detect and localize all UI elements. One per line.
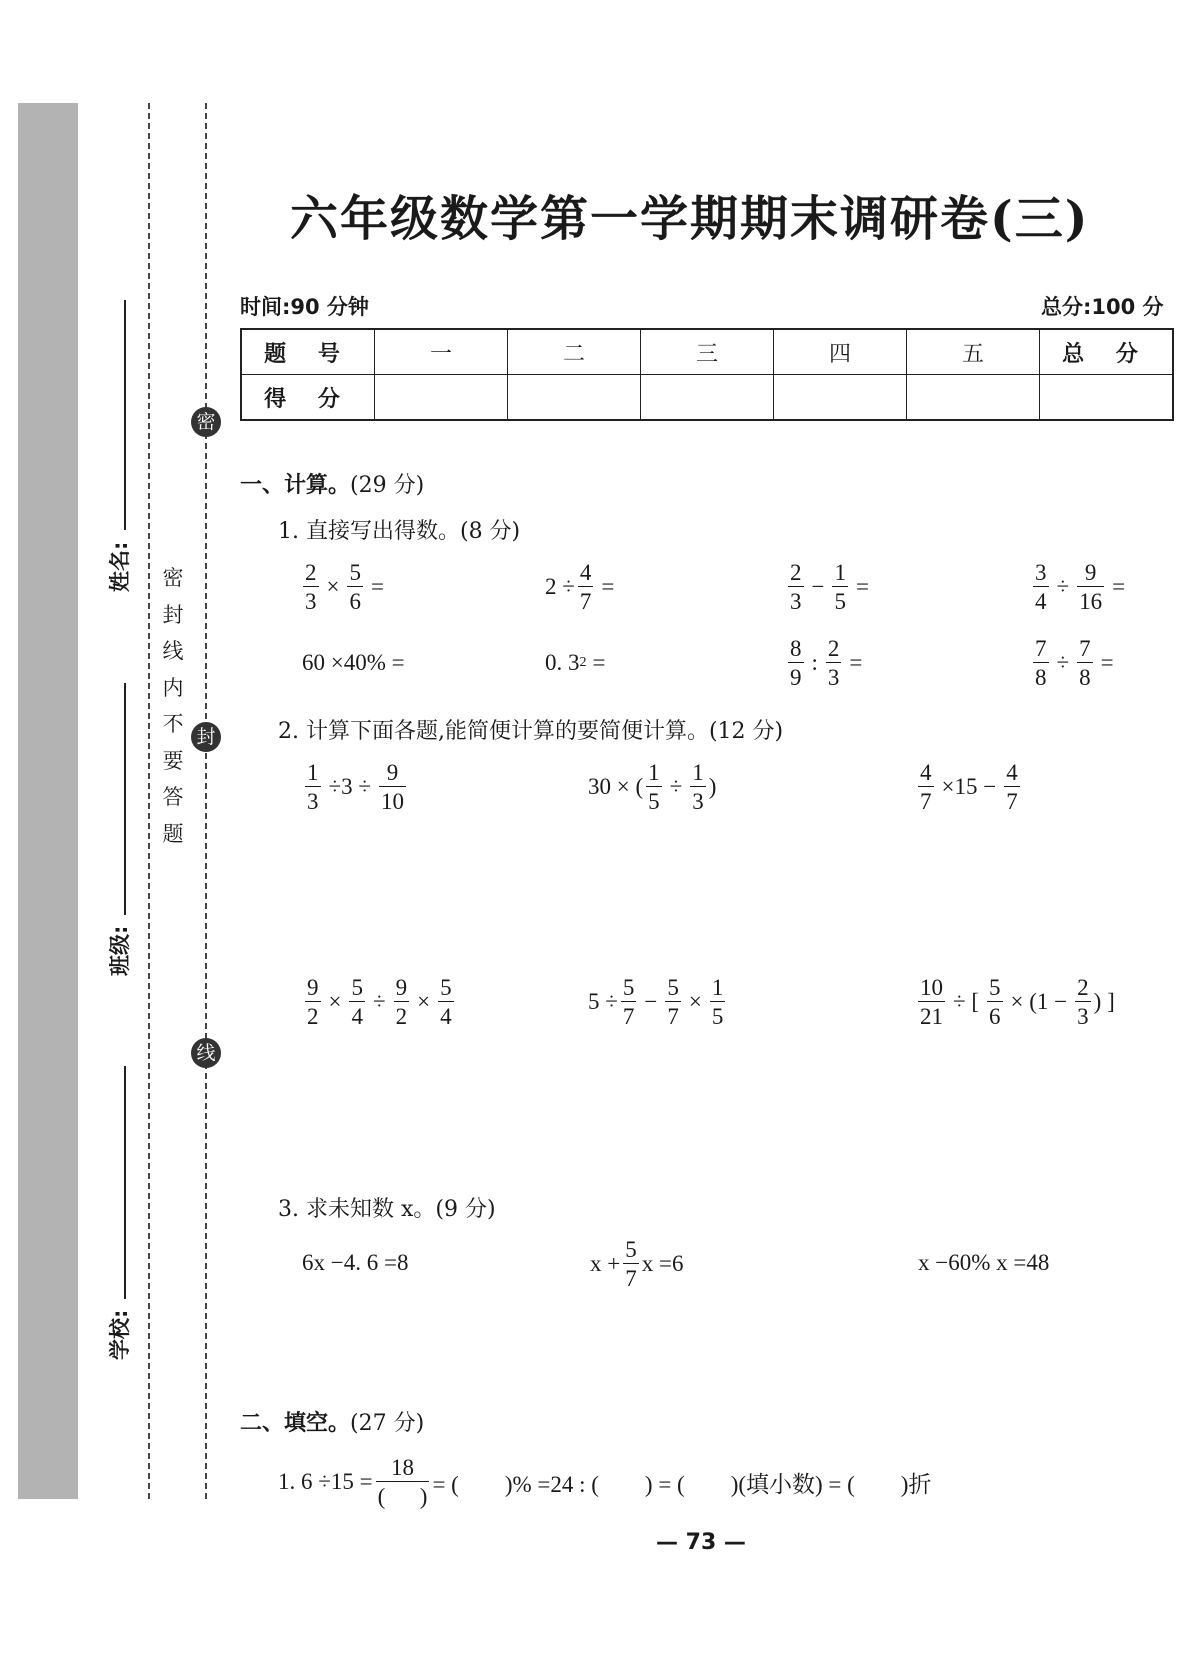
q1-item-d: $\frac{3}{4}$ ÷ $\frac{9}{16}$ = — [1035, 560, 1126, 614]
name-fill-line[interactable] — [124, 300, 126, 530]
page-number: — 73 — — [656, 1530, 746, 1555]
fraction: $\frac{7}{8}$ — [1035, 636, 1047, 690]
seal-warning-note: 密封线内不要答题 — [162, 566, 184, 846]
exam-total-score: 总分:100 分 — [1041, 295, 1164, 319]
score-cell-5[interactable] — [907, 375, 1040, 421]
fraction: $\frac{5}{7}$ — [622, 975, 635, 1029]
score-header-2: 二 — [508, 329, 641, 375]
fraction: $\frac{18}{( )}$ — [377, 1455, 428, 1509]
seal-char-feng: 封 — [191, 722, 221, 752]
q1-item-a: $\frac{2}{3}$ × $\frac{5}{6}$ = — [305, 560, 384, 614]
fraction: $\frac{5}{6}$ — [349, 560, 361, 614]
fraction: $\frac{2}{3}$ — [1077, 975, 1089, 1029]
score-table-score-row — [241, 375, 1173, 421]
q2-item-b: 30 × ( $\frac{1}{5}$ ÷ $\frac{1}{3}$ ) — [588, 760, 717, 814]
q2-item-c: $\frac{4}{7}$ ×15 − $\frac{4}{7}$ — [920, 760, 1018, 814]
q1-item-e: 60 ×40% = — [302, 650, 405, 675]
fraction: $\frac{4}{7}$ — [920, 760, 932, 814]
section2-q1: 1. 6 ÷15 = $\frac{18}{( )}$ = ( )% =24 : ( ) = ( )(填小数) = ( )折 — [278, 1455, 932, 1509]
fraction: $\frac{2}{3}$ — [827, 636, 840, 690]
seal-char-xian: 线 — [191, 1038, 221, 1068]
fraction: $\frac{4}{7}$ — [579, 560, 592, 614]
fraction: $\frac{9}{2}$ — [307, 975, 319, 1029]
fraction: $\frac{5}{7}$ — [667, 975, 679, 1029]
fraction: $\frac{5}{4}$ — [440, 975, 452, 1029]
exam-title: 六年级数学第一学期期末调研卷(三) — [290, 191, 1090, 247]
fraction: $\frac{4}{7}$ — [1006, 760, 1018, 814]
q3-item-c: x −60% x =48 — [918, 1250, 1050, 1275]
score-header-4: 四 — [774, 329, 907, 375]
fraction: $\frac{10}{21}$ — [920, 975, 943, 1029]
score-cell-3[interactable] — [641, 375, 774, 421]
score-header-label: 题 号 — [241, 329, 375, 375]
fraction: $\frac{5}{7}$ — [625, 1237, 637, 1291]
score-cell-4[interactable] — [774, 375, 907, 421]
score-cell-total[interactable] — [1040, 375, 1174, 421]
seal-char-mi: 密 — [191, 407, 221, 437]
score-header-5: 五 — [907, 329, 1040, 375]
fraction: $\frac{2}{3}$ — [305, 560, 317, 614]
binding-margin-bar — [18, 103, 78, 1499]
exam-time: 时间:90 分钟 — [240, 295, 369, 319]
score-header-3: 三 — [641, 329, 774, 375]
q1-item-g: $\frac{8}{9}$ : $\frac{2}{3}$ = — [790, 636, 863, 690]
q3-item-a: 6x −4. 6 =8 — [302, 1250, 409, 1275]
fraction: $\frac{2}{3}$ — [790, 560, 802, 614]
q3-instruction: 3. 求未知数 x。(9 分) — [278, 1197, 496, 1222]
score-cell-2[interactable] — [508, 375, 641, 421]
fraction: $\frac{7}{8}$ — [1079, 636, 1091, 690]
fraction: $\frac{3}{4}$ — [1035, 560, 1047, 614]
fraction: $\frac{1}{5}$ — [648, 760, 660, 814]
class-label: 班级: — [108, 925, 132, 976]
class-fill-line[interactable] — [124, 683, 126, 915]
score-table-header-row — [241, 329, 1173, 375]
fraction: $\frac{1}{3}$ — [692, 760, 704, 814]
fraction: $\frac{1}{3}$ — [307, 760, 319, 814]
q2-item-d: $\frac{9}{2}$ × $\frac{5}{4}$ ÷ $\frac{9}{2}$ × $\frac{5}{4}$ — [307, 975, 452, 1029]
school-label: 学校: — [108, 1309, 132, 1360]
section1-heading: 一、计算。(29 分) — [240, 473, 425, 498]
school-fill-line[interactable] — [124, 1066, 126, 1299]
score-header-1: 一 — [375, 329, 508, 375]
q1-instruction: 1. 直接写出得数。(8 分) — [278, 519, 521, 544]
score-header-total: 总 分 — [1040, 329, 1174, 375]
fraction: $\frac{8}{9}$ — [790, 636, 802, 690]
q2-item-a: $\frac{1}{3}$ ÷3 ÷ $\frac{9}{10}$ — [307, 760, 404, 814]
score-row-label: 得 分 — [241, 375, 375, 421]
fraction: $\frac{9}{2}$ — [395, 975, 408, 1029]
fraction: $\frac{9}{10}$ — [381, 760, 404, 814]
q1-item-b: 2 ÷ $\frac{4}{7}$ = — [545, 560, 615, 614]
q1-item-f: 0. 3 2 = — [545, 650, 606, 675]
fraction: $\frac{5}{6}$ — [989, 975, 1001, 1029]
fraction: $\frac{1}{5}$ — [834, 560, 846, 614]
q2-item-f: $\frac{10}{21}$ ÷ [ $\frac{5}{6}$ × (1 − $\frac{2}{3}$ ) ] — [920, 975, 1115, 1029]
score-cell-1[interactable] — [375, 375, 508, 421]
q1-item-h: $\frac{7}{8}$ ÷ $\frac{7}{8}$ = — [1035, 636, 1114, 690]
fraction: $\frac{5}{4}$ — [351, 975, 363, 1029]
score-table — [240, 328, 1174, 421]
section2-heading: 二、填空。(27 分) — [240, 1411, 425, 1436]
fraction: $\frac{1}{5}$ — [711, 975, 724, 1029]
seal-dashed-line-inner — [205, 103, 207, 1499]
q1-item-c: $\frac{2}{3}$ − $\frac{1}{5}$ = — [790, 560, 869, 614]
q3-item-b: x + $\frac{5}{7}$ x =6 — [590, 1237, 684, 1291]
seal-dashed-line-outer — [148, 103, 150, 1499]
q2-instruction: 2. 计算下面各题,能简便计算的要简便计算。(12 分) — [278, 719, 784, 744]
fraction: $\frac{9}{16}$ — [1079, 560, 1103, 614]
q2-item-e: 5 ÷ $\frac{5}{7}$ − $\frac{5}{7}$ × $\frac{1}{5}$ — [588, 975, 724, 1029]
name-label: 姓名: — [108, 541, 132, 592]
